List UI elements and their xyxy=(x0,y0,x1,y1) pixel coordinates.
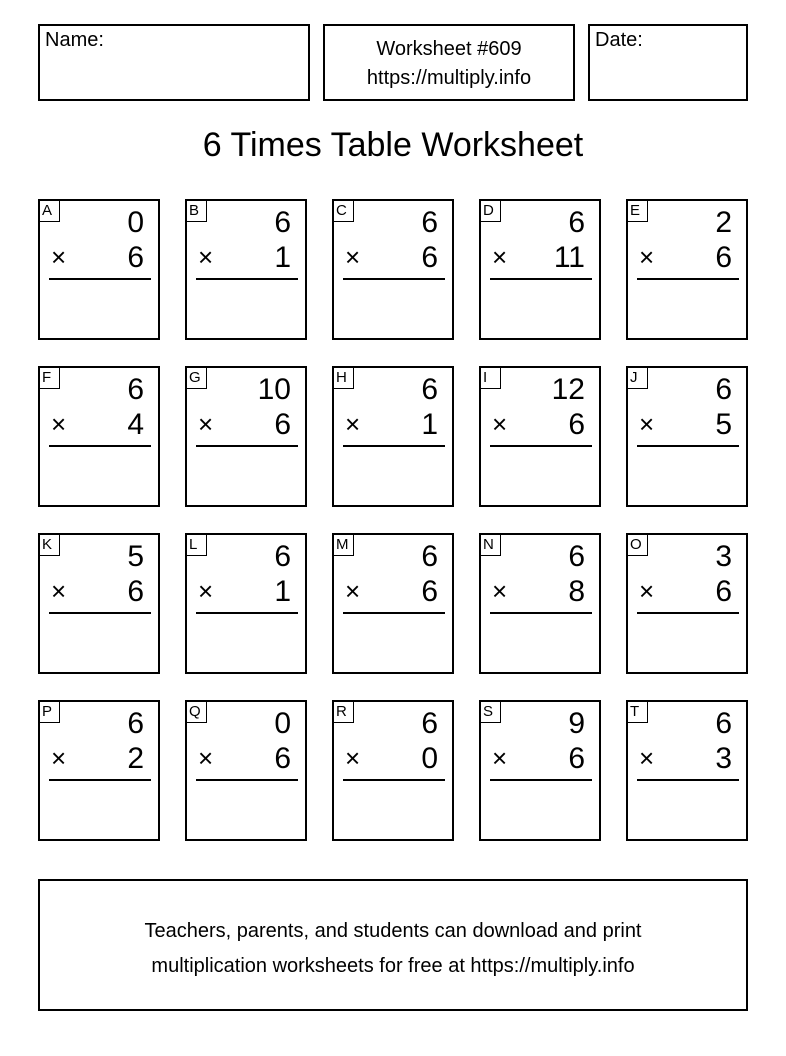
problem-letter: H xyxy=(332,366,354,389)
times-sign: × xyxy=(492,242,508,272)
problem-letter: K xyxy=(38,533,60,556)
times-sign: × xyxy=(345,743,361,773)
multiplier: 6 xyxy=(127,575,144,608)
multiplier: 6 xyxy=(715,575,732,608)
answer-line xyxy=(490,278,592,280)
answer-line xyxy=(49,278,151,280)
answer-line xyxy=(490,779,592,781)
multiplicand: 0 xyxy=(274,707,291,740)
answer-line xyxy=(637,278,739,280)
multiplicand: 6 xyxy=(715,707,732,740)
problem-card[interactable] xyxy=(38,700,160,841)
answer-line xyxy=(196,612,298,614)
multiplier: 2 xyxy=(127,742,144,775)
answer-line xyxy=(637,445,739,447)
multiplier: 1 xyxy=(421,408,438,441)
answer-line xyxy=(637,779,739,781)
multiplicand: 6 xyxy=(274,206,291,239)
answer-line xyxy=(343,612,445,614)
multiplier: 11 xyxy=(553,241,585,274)
times-sign: × xyxy=(345,242,361,272)
times-sign: × xyxy=(51,242,67,272)
multiplier: 1 xyxy=(274,241,291,274)
multiplicand: 6 xyxy=(715,373,732,406)
times-sign: × xyxy=(345,409,361,439)
problem-card[interactable] xyxy=(185,199,307,340)
multiplier: 6 xyxy=(568,742,585,775)
problem-letter: E xyxy=(626,199,648,222)
multiplicand: 0 xyxy=(127,206,144,239)
problem-card[interactable] xyxy=(626,199,748,340)
problem-letter: C xyxy=(332,199,354,222)
multiplier: 6 xyxy=(568,408,585,441)
multiplicand: 5 xyxy=(127,540,144,573)
answer-line xyxy=(49,779,151,781)
problem-letter: M xyxy=(332,533,354,556)
times-sign: × xyxy=(639,409,655,439)
multiplicand: 10 xyxy=(257,373,291,406)
problem-card[interactable] xyxy=(38,366,160,507)
answer-line xyxy=(490,445,592,447)
problem-card[interactable] xyxy=(38,199,160,340)
problem-card[interactable] xyxy=(479,199,601,340)
name-field-box[interactable] xyxy=(38,24,310,101)
problem-card[interactable] xyxy=(479,533,601,674)
problem-letter: J xyxy=(626,366,648,389)
multiplier: 6 xyxy=(274,408,291,441)
worksheet-number: Worksheet #609 xyxy=(376,38,522,60)
multiplier: 1 xyxy=(274,575,291,608)
problem-card[interactable] xyxy=(332,533,454,674)
times-sign: × xyxy=(492,409,508,439)
multiplier: 3 xyxy=(715,742,732,775)
date-label: Date: xyxy=(595,29,643,51)
answer-line xyxy=(196,278,298,280)
multiplicand: 6 xyxy=(421,206,438,239)
multiplicand: 3 xyxy=(715,540,732,573)
footer-line-2: multiplication worksheets for free at https://multiply.info xyxy=(151,955,635,977)
problem-card[interactable] xyxy=(332,199,454,340)
problem-card[interactable] xyxy=(479,366,601,507)
answer-line xyxy=(49,612,151,614)
multiplier: 0 xyxy=(421,742,438,775)
multiplicand: 6 xyxy=(127,707,144,740)
multiplicand: 6 xyxy=(274,540,291,573)
problem-letter: G xyxy=(185,366,207,389)
footer-line-1: Teachers, parents, and students can download and print xyxy=(144,920,642,942)
multiplicand: 9 xyxy=(568,707,585,740)
times-sign: × xyxy=(198,242,214,272)
problem-letter: T xyxy=(626,700,648,723)
problem-letter: L xyxy=(185,533,207,556)
page-title: 6 Times Table Worksheet xyxy=(202,126,584,164)
problem-letter: R xyxy=(332,700,354,723)
problem-card[interactable] xyxy=(185,700,307,841)
multiplier: 6 xyxy=(715,241,732,274)
answer-line xyxy=(637,612,739,614)
date-field-box[interactable] xyxy=(588,24,748,101)
problem-letter: F xyxy=(38,366,60,389)
problem-letter: D xyxy=(479,199,501,222)
answer-line xyxy=(196,779,298,781)
multiplier: 8 xyxy=(568,575,585,608)
problem-card[interactable] xyxy=(479,700,601,841)
problem-letter: P xyxy=(38,700,60,723)
problem-card[interactable] xyxy=(332,366,454,507)
problem-card[interactable] xyxy=(626,366,748,507)
problem-card[interactable] xyxy=(38,533,160,674)
times-sign: × xyxy=(51,409,67,439)
multiplier: 6 xyxy=(127,241,144,274)
multiplier: 6 xyxy=(274,742,291,775)
multiplicand: 6 xyxy=(127,373,144,406)
times-sign: × xyxy=(639,576,655,606)
answer-line xyxy=(343,278,445,280)
multiplicand: 12 xyxy=(551,373,585,406)
answer-line xyxy=(49,445,151,447)
times-sign: × xyxy=(639,743,655,773)
multiplicand: 6 xyxy=(421,540,438,573)
times-sign: × xyxy=(198,576,214,606)
multiplier: 5 xyxy=(715,408,732,441)
multiplicand: 6 xyxy=(421,373,438,406)
problem-card[interactable] xyxy=(185,533,307,674)
answer-line xyxy=(490,612,592,614)
answer-line xyxy=(343,779,445,781)
problem-letter: B xyxy=(185,199,207,222)
problem-card[interactable] xyxy=(626,533,748,674)
answer-line xyxy=(196,445,298,447)
times-sign: × xyxy=(639,242,655,272)
problem-letter: O xyxy=(626,533,648,556)
problem-card[interactable] xyxy=(332,700,454,841)
times-sign: × xyxy=(492,743,508,773)
multiplier: 6 xyxy=(421,241,438,274)
problem-letter: A xyxy=(38,199,60,222)
footer-box xyxy=(38,879,748,1011)
problem-card[interactable] xyxy=(626,700,748,841)
multiplier: 4 xyxy=(127,408,144,441)
times-sign: × xyxy=(198,743,214,773)
problem-letter: Q xyxy=(185,700,207,723)
multiplicand: 6 xyxy=(568,206,585,239)
multiplier: 6 xyxy=(421,575,438,608)
problem-letter: N xyxy=(479,533,501,556)
problem-letter: S xyxy=(479,700,501,723)
worksheet-info-box xyxy=(323,24,575,101)
problem-card[interactable] xyxy=(185,366,307,507)
times-sign: × xyxy=(345,576,361,606)
problem-letter: I xyxy=(479,366,501,389)
times-sign: × xyxy=(492,576,508,606)
times-sign: × xyxy=(51,743,67,773)
times-sign: × xyxy=(198,409,214,439)
answer-line xyxy=(343,445,445,447)
multiplicand: 2 xyxy=(715,206,732,239)
multiplicand: 6 xyxy=(421,707,438,740)
times-sign: × xyxy=(51,576,67,606)
name-label: Name: xyxy=(45,29,104,51)
worksheet-url: https://multiply.info xyxy=(366,67,532,89)
multiplicand: 6 xyxy=(568,540,585,573)
